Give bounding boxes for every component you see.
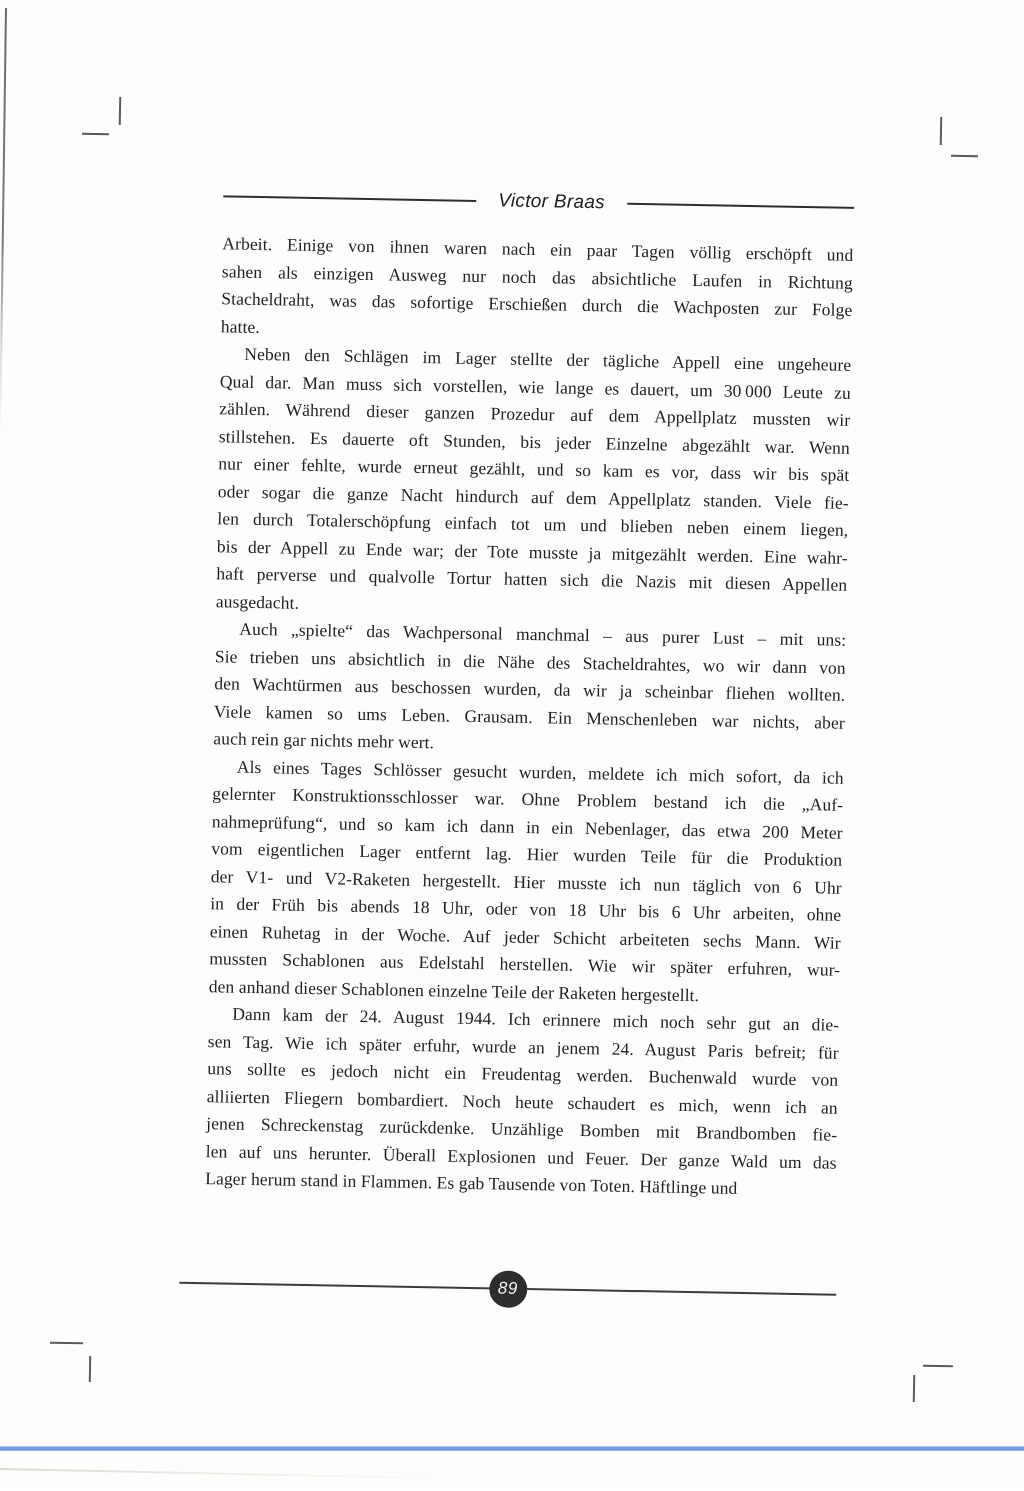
paragraph <box>213 615 846 764</box>
text-line: Stacheldraht, was das sofortige Erschießen durch die Wachposten zur Folge <box>221 288 853 320</box>
bottom-blue-rule <box>0 1446 1024 1451</box>
text-line: hatte. <box>220 315 261 337</box>
paragraph <box>216 340 852 627</box>
text-line: Sie trieben uns absichtlich in die Nähe des Stacheldrahtes, wo wir dann von <box>214 645 846 678</box>
footer-rule-right <box>526 1288 836 1295</box>
text-line: sen Tag. Wie ich später erfuhr, wurde an jenem 24. August Paris befreit; für <box>207 1030 839 1063</box>
author-name: Victor Braas <box>498 190 606 214</box>
text-line: Lager herum stand in Flammen. Es gab Tausende von Toten. Häftlinge und <box>205 1168 738 1198</box>
text-line: sahen als einzigen Ausweg nur noch das absichtliche Laufen in Richtung <box>221 260 853 293</box>
text-line: uns sollte es jedoch nicht ein Freudentag werden. Buchenwald wurde von <box>207 1058 839 1090</box>
text-line: ausgedacht. <box>215 590 300 613</box>
page-edge-shadow <box>0 8 7 438</box>
paragraph <box>205 1000 839 1204</box>
text-line: Arbeit. Einige von ihnen waren nach ein paar Tagen völlig erschöpft und <box>222 233 854 265</box>
text-line: einen Ruhetag in der Woche. Auf jeder Schicht arbeiteten sechs Mann. Wir <box>209 920 841 953</box>
text-line: Als eines Tages Schlösser gesucht wurden, meldete ich mich sofort, da ich <box>236 756 844 788</box>
text-line: len auf uns herunter. Überall Explosionen und Feuer. Der ganze Wald um das <box>205 1140 837 1173</box>
text-line: auch rein gar nichts mehr wert. <box>213 728 435 753</box>
body-text <box>205 230 854 1204</box>
text-line: zählen. Während dieser ganzen Prozedur auf dem Appellplatz mussten wir <box>219 398 851 430</box>
text-line: alliierten Fliegern bombardiert. Noch heute schaudert es mich, wenn ich an <box>206 1085 838 1118</box>
header-rule-right <box>627 203 854 209</box>
text-line: den anhand dieser Schablonen einzelne Teile der Raketen hergestellt. <box>208 975 700 1005</box>
text-line: gelernter Konstruktionsschlosser war. Ohne Problem bestand ich die „Auf- <box>212 783 844 815</box>
text-line: der V1- und V2-Raketen hergestellt. Hier musste ich nun täglich von 6 Uhr <box>210 865 842 898</box>
text-line: Viele kamen so ums Leben. Grausam. Ein Menschenleben war nichts, aber <box>213 700 845 733</box>
text-line: haft perverse und qualvolle Tortur hatten sich die Nazis mit diesen Appellen <box>216 563 848 595</box>
text-line: jenen Schreckenstag zurückdenke. Unzählige Bomben mit Brandbomben fie- <box>206 1113 838 1145</box>
text-line: oder sogar die ganze Nacht hindurch auf dem Appellplatz standen. Viele fie- <box>217 480 849 513</box>
paragraph <box>221 230 854 352</box>
text-line: Dann kam der 24. August 1944. Ich erinnere mich noch sehr gut an die- <box>232 1003 840 1035</box>
text-line: stillstehen. Es dauerte oft Stunden, bis jeder Einzelne abgezählt war. Wenn <box>218 425 850 458</box>
text-line: in der Früh bis abends 18 Uhr, oder von 18 Uhr bis 6 Uhr arbeiten, ohne <box>210 893 842 925</box>
text-line: vom eigentlichen Lager entfernt lag. Hier wurden Teile für die Produktion <box>211 838 843 870</box>
page-footer <box>179 1264 837 1314</box>
text-line: den Wachtürmen aus beschossen wurden, da wir ja scheinbar fliehen wollten. <box>214 673 846 705</box>
text-line: Qual dar. Man muss sich vorstellen, wie lange es dauert, um 30 000 Leute zu <box>219 370 851 403</box>
text-line: nahmeprüfung“, und so kam ich dann in ein Nebenlager, das etwa 200 Meter <box>211 810 843 843</box>
page-number-badge <box>488 1270 527 1308</box>
header-rule-left <box>223 195 476 202</box>
text-line: len durch Totalerschöpfung einfach tot um und blieben neben einem liegen, <box>217 508 849 540</box>
text-line: bis der Appell zu Ende war; der Tote musste ja mitgezählt werden. Eine wahr- <box>216 535 848 568</box>
paragraph <box>209 753 844 1012</box>
text-line: Neben den Schlägen im Lager stellte der tägliche Appell eine ungeheure <box>244 343 852 375</box>
text-line: nur einer fehlte, wurde erneut gezählt, und so kam es vor, dass wir bis spät <box>218 453 850 485</box>
footer-rule-left <box>179 1282 489 1289</box>
running-header <box>223 184 854 220</box>
page-number: 89 <box>497 1278 518 1298</box>
text-line: mussten Schablonen aus Edelstahl herstellen. Wie wir später erfuhren, wur- <box>209 948 841 980</box>
text-line: Auch „spielte“ das Wachpersonal manchmal – aus purer Lust – mit uns: <box>239 618 847 650</box>
